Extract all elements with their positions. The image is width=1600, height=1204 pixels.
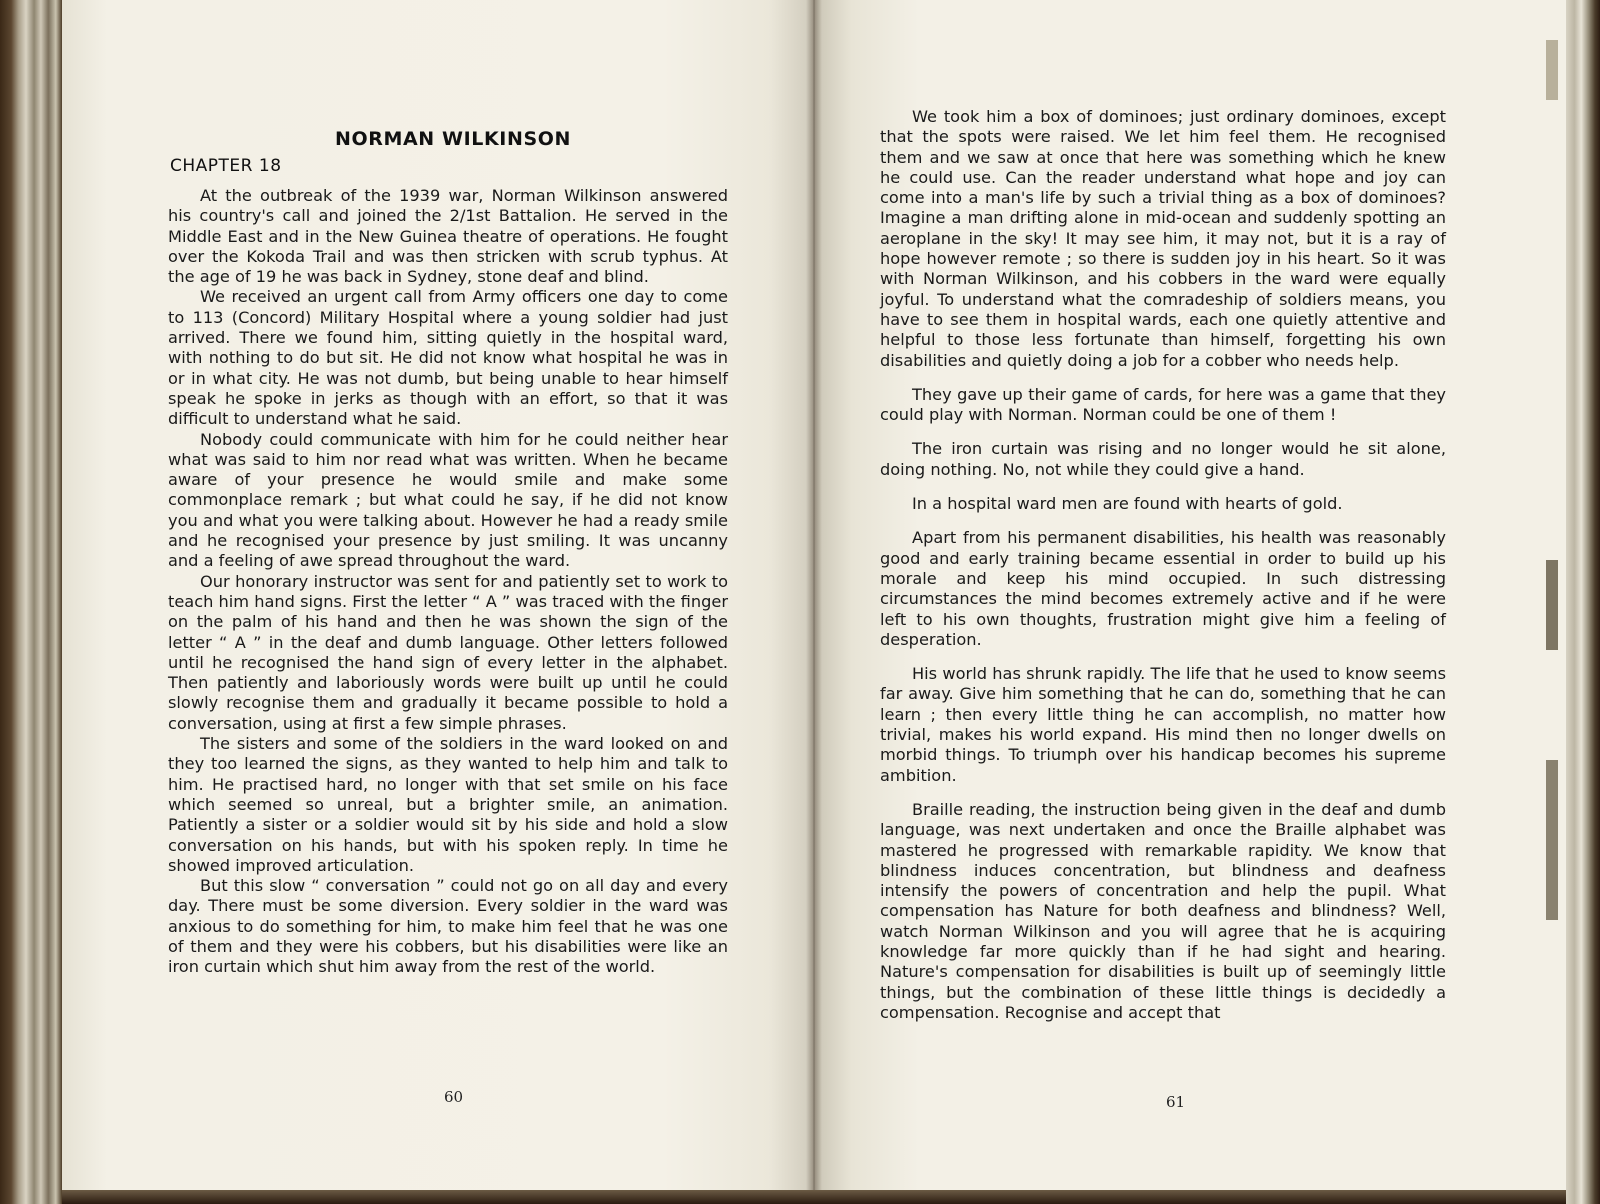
paragraph: At the outbreak of the 1939 war, Norman Wilkinson answered his country's call and joined the 2/1st Battalion. He served in the Middle East and in the New Guinea theatre of operations. He fought over the Kokoda Trail and was then stricken with scrub typhus. At the age of 19 he was back in Sydney, stone deaf and blind. <box>168 186 728 287</box>
paragraph: We received an urgent call from Army officers one day to come to 113 (Concord) Military Hospital where a young soldier had just arrived. There we found him, sitting quietly in the hospital ward, with nothing to do but sit. He did not know what hospital he was in or in what city. He was not dumb, but being unable to hear himself speak he spoke in jerks as though with an effort, so that it was difficult to understand what he said. <box>168 287 728 429</box>
left-page-body <box>168 186 728 978</box>
page-edge-mark <box>1546 40 1558 100</box>
paragraph: The sisters and some of the soldiers in the ward looked on and they too learned the signs, as they wanted to help him and talk to him. He practised hard, no longer with that set smile on his face which seemed so unreal, but a brighter smile, an animation. Patiently a sister or a soldier would sit by his side and hold a slow conversation on his hands, but with his spoken reply. In time he showed improved articulation. <box>168 734 728 875</box>
page-number-right: 61 <box>1166 1093 1186 1111</box>
chapter-number: CHAPTER 18 <box>170 156 282 176</box>
paragraph: The iron curtain was rising and no longer would he sit alone, doing nothing. No, not while they could give a hand. <box>880 439 1446 479</box>
paragraph: Apart from his permanent disabilities, his health was reasonably good and early training became essential in order to build up his morale and keep his mind occupied. In such distressing circumstances the mind becomes extremely active and if he were left to his own thoughts, frustration might give him a feeling of desperation. <box>880 528 1446 649</box>
page-number-left: 60 <box>444 1088 464 1106</box>
page-edge-mark <box>1546 560 1558 650</box>
page-edge-mark <box>1546 760 1558 920</box>
paragraph: We took him a box of dominoes; just ordinary dominoes, except that the spots were raised. We let him feel them. He recognised them and we saw at once that here was something which he knew he could use. Can the reader understand what hope and joy can come into a man's life by such a trivial thing as a box of dominoes? Imagine a man drifting alone in mid-ocean and suddenly spotting an aeroplane in the sky! It may see him, it may not, but it is a ray of hope however remote ; so there is sudden joy in his heart. So it was with Norman Wilkinson, and his cobbers in the ward were equally joyful. To understand what the comradeship of soldiers means, you have to see them in hospital wards, each one quietly attentive and helpful to those less fortunate than himself, forgetting his own disabilities and quietly doing a job for a cobber who needs help. <box>880 107 1446 370</box>
paragraph: They gave up their game of cards, for here was a game that they could play with Norman. Norman could be one of them ! <box>880 384 1446 425</box>
paragraph: His world has shrunk rapidly. The life that he used to know seems far away. Give him something that he can do, something that he can learn ; then every little thing he can accomplish, no matter how trivial, makes his world expand. His mind then no longer dwells on morbid things. To triumph over his handicap becomes his supreme ambition. <box>880 664 1446 785</box>
right-page-edges <box>1566 0 1600 1204</box>
book-bottom-edge <box>62 1190 1566 1204</box>
paragraph: Nobody could communicate with him for he could neither hear what was said to him nor read what was written. When he became aware of your presence he would smile and make some commonplace remark ; but what could he say, if he did not know you and what you were talking about. However he had a ready smile and he recognised your presence by just smiling. It was uncanny and a feeling of awe spread throughout the ward. <box>168 429 728 571</box>
left-page-edges <box>0 0 62 1204</box>
paragraph: Braille reading, the instruction being given in the deaf and dumb language, was next undertaken and once the Braille alphabet was mastered he progressed with remarkable rapidity. We know that blindness induces concentration, but blindness and deafness intensify the powers of concentration and help the pupil. What compensation has Nature for both deafness and blindness? Well, watch Norman Wilkinson and you will agree that he is acquiring knowledge far more quickly than if he had sight and hearing. Nature's compensation for disabilities is built up of seemingly little things, but the combination of these little things is decidedly a compensation. Recognise and accept that <box>880 799 1446 1022</box>
right-page-body <box>880 107 1446 1037</box>
paragraph: But this slow “ conversation ” could not go on all day and every day. There must be some diversion. Every soldier in the ward was anxious to do something for him, to make him feel that he was one of them and they were his cobbers, but his disabilities were like an iron curtain which shut him away from the rest of the world. <box>168 876 728 977</box>
book-gutter <box>806 0 822 1196</box>
paragraph: Our honorary instructor was sent for and patiently set to work to teach him hand signs. First the letter “ A ” was traced with the finger on the palm of his hand and then he was shown the sign of the letter “ A ” in the deaf and dumb language. Other letters followed until he recognised the hand sign of every letter in the alphabet. Then patiently and laboriously words were built up until he could slowly recognise them and gradually it became possible to hold a conversation, using at first a few simple phrases. <box>168 571 728 733</box>
chapter-heading: NORMAN WILKINSON <box>335 128 571 150</box>
paragraph: In a hospital ward men are found with hearts of gold. <box>912 494 1343 514</box>
